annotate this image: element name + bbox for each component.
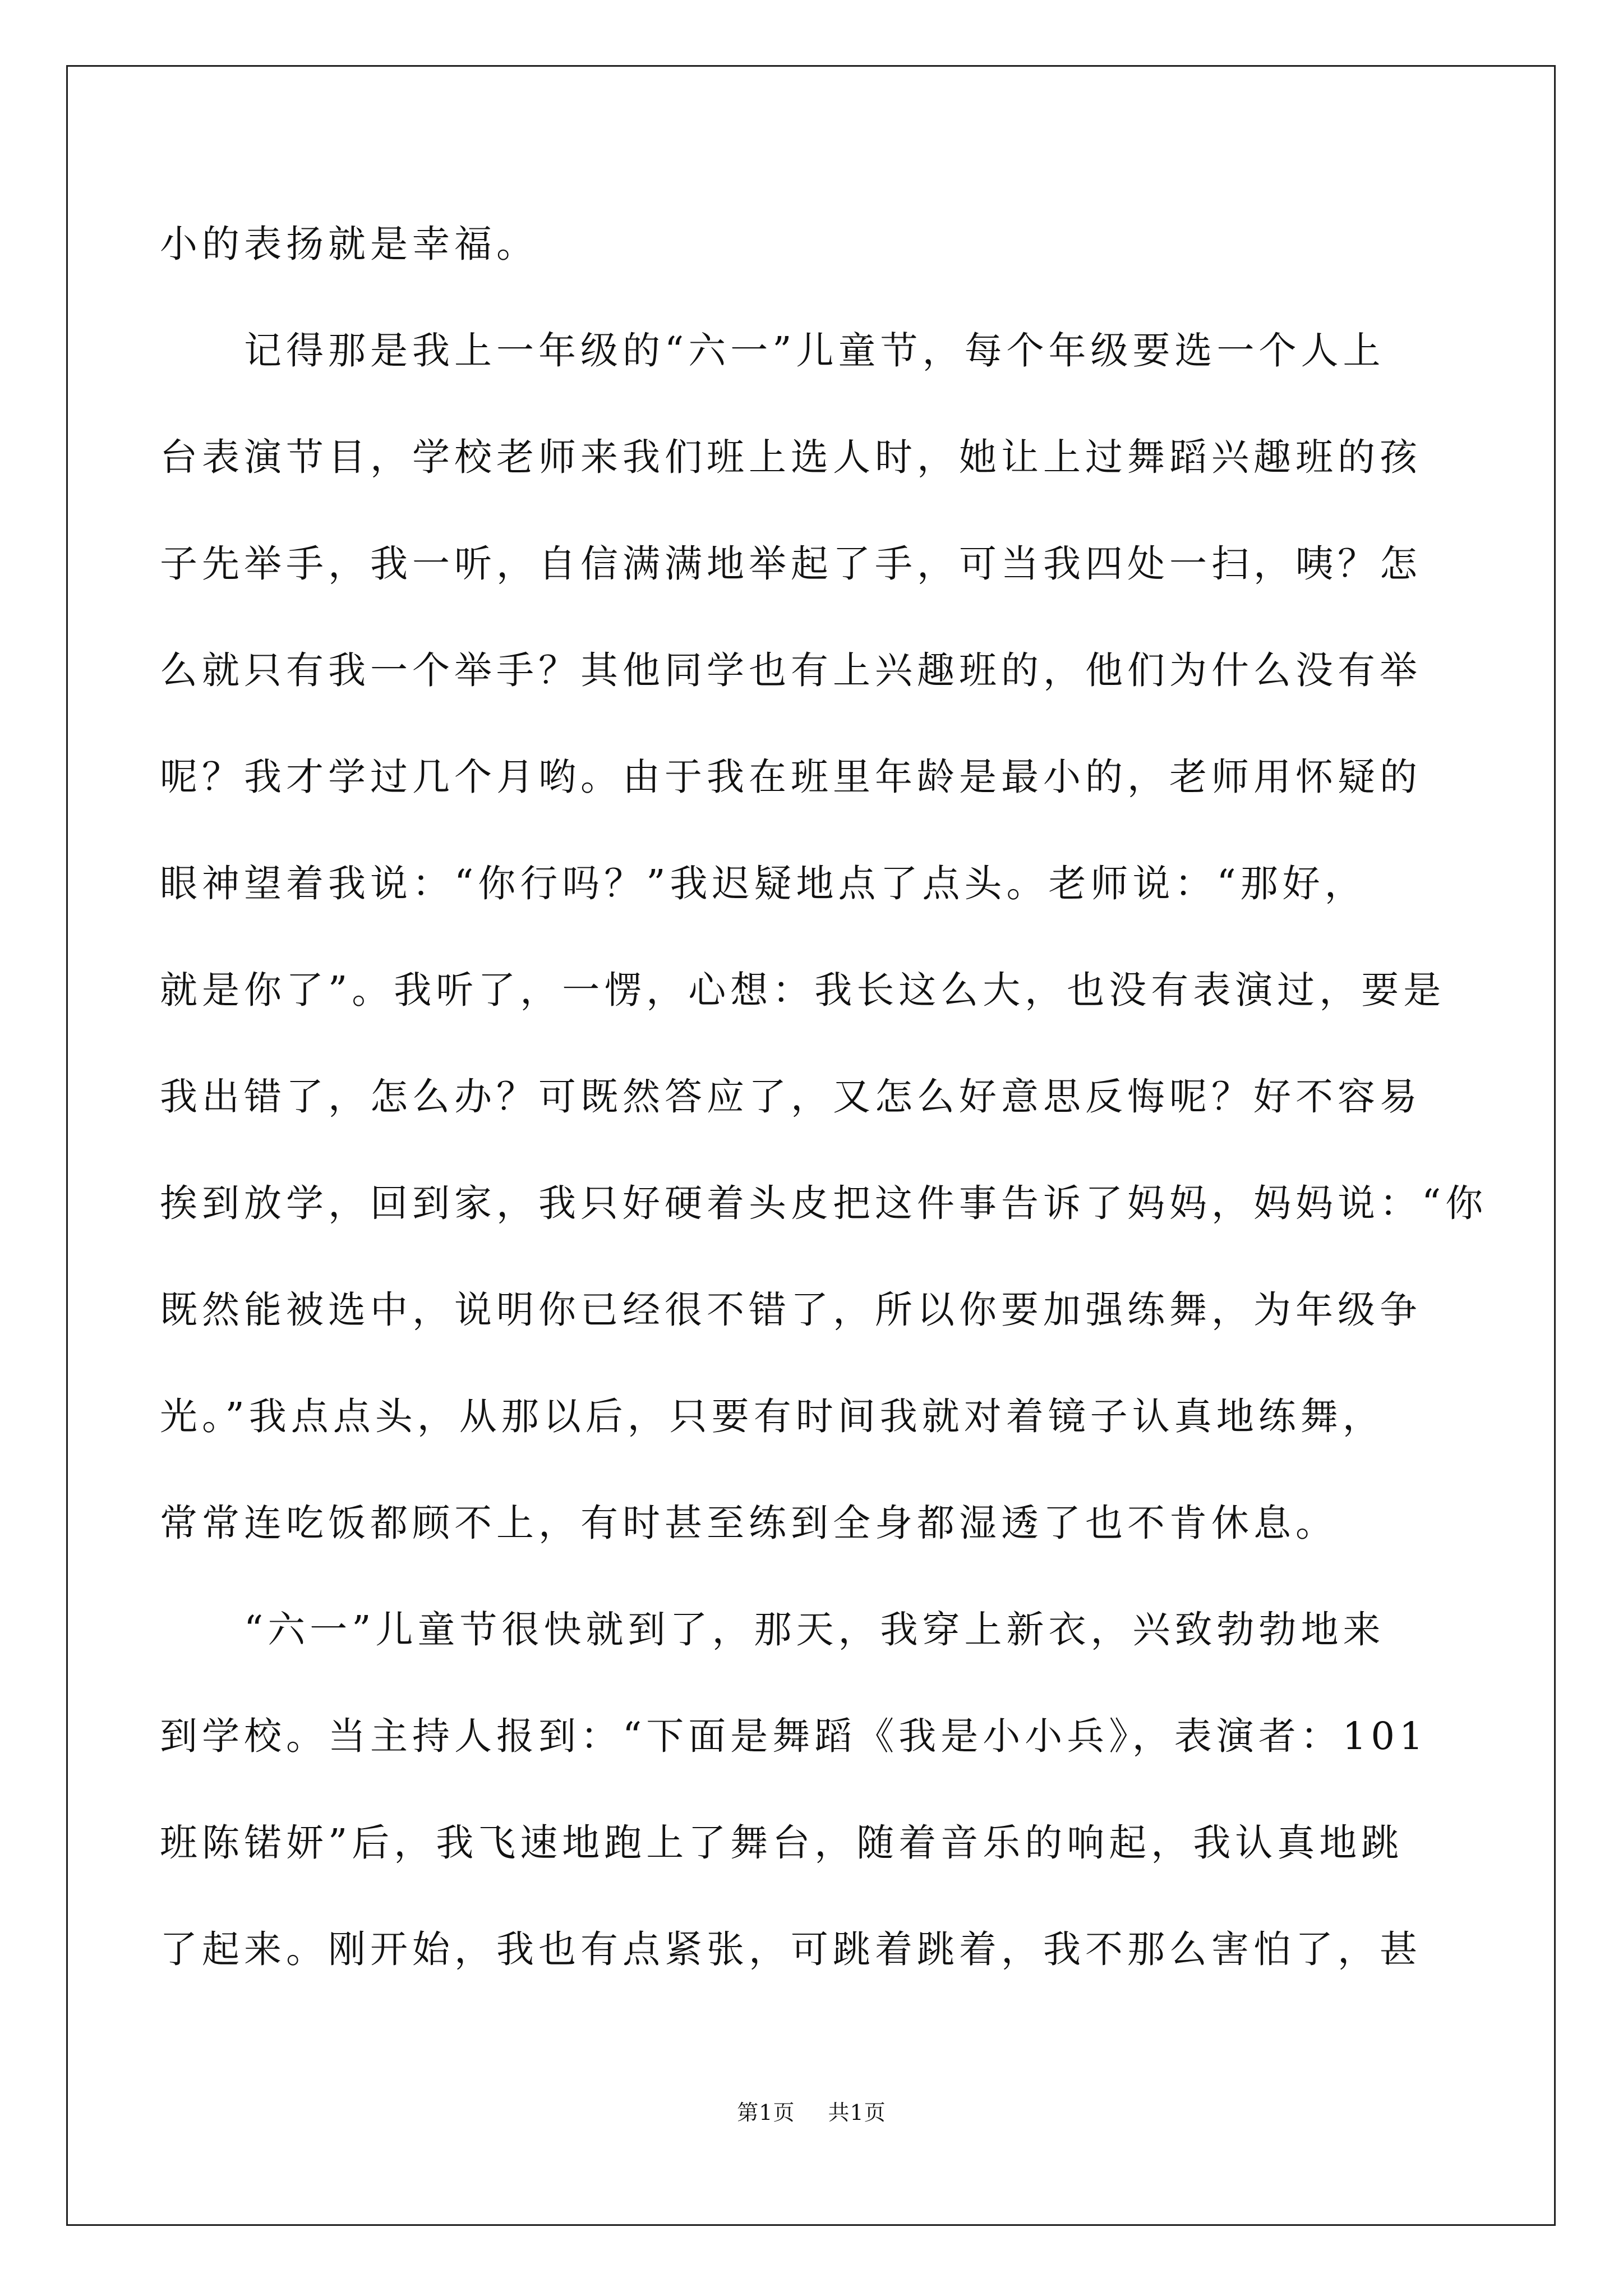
text-line: 挨到放学，回到家，我只好硬着头皮把这件事告诉了妈妈，妈妈说：“你 bbox=[160, 1181, 1488, 1225]
page-total: 共1页 bbox=[828, 2100, 886, 2125]
text-line: 光。”我点点头，从那以后，只要有时间我就对着镜子认真地练舞， bbox=[160, 1395, 1385, 1438]
text-line: 到学校。当主持人报到：“下面是舞蹈《我是小小兵》，表演者：101 bbox=[160, 1714, 1428, 1758]
paragraph-start-line: 记得那是我上一年级的“六一”儿童节，每个年级要选一个人上 bbox=[244, 329, 1385, 372]
text-line: 班陈锘妍”后，我飞速地跑上了舞台，随着音乐的响起，我认真地跳 bbox=[160, 1821, 1404, 1865]
text-line: 子先举手，我一听，自信满满地举起了手，可当我四处一扫，咦？怎 bbox=[160, 542, 1422, 586]
page-number: 第1页 bbox=[737, 2100, 795, 2125]
text-line: 么就只有我一个举手？其他同学也有上兴趣班的，他们为什么没有举 bbox=[160, 648, 1422, 692]
paragraph-start-line: “六一”儿童节很快就到了，那天，我穿上新衣，兴致勃勃地来 bbox=[244, 1608, 1385, 1651]
page-footer bbox=[0, 2095, 1623, 2126]
text-line: 既然能被选中，说明你已经很不错了，所以你要加强练舞，为年级争 bbox=[160, 1288, 1422, 1332]
text-line: 台表演节目，学校老师来我们班上选人时，她让上过舞蹈兴趣班的孩 bbox=[160, 435, 1422, 479]
text-line: 我出错了，怎么办？可既然答应了，又怎么好意思反悔呢？好不容易 bbox=[160, 1075, 1422, 1119]
text-line: 呢？我才学过几个月哟。由于我在班里年龄是最小的，老师用怀疑的 bbox=[160, 755, 1422, 799]
text-line: 小的表扬就是幸福。 bbox=[160, 222, 538, 266]
document-body bbox=[160, 191, 1488, 2003]
text-line: 眼神望着我说：“你行吗？”我迟疑地点了点头。老师说：“那好， bbox=[160, 862, 1367, 905]
text-line: 常常连吃饭都顾不上，有时甚至练到全身都湿透了也不肯休息。 bbox=[160, 1501, 1338, 1545]
text-line: 就是你了”。我听了，一愣，心想：我长这么大，也没有表演过，要是 bbox=[160, 968, 1446, 1012]
text-line: 了起来。刚开始，我也有点紧张，可跳着跳着，我不那么害怕了，甚 bbox=[160, 1927, 1422, 1971]
